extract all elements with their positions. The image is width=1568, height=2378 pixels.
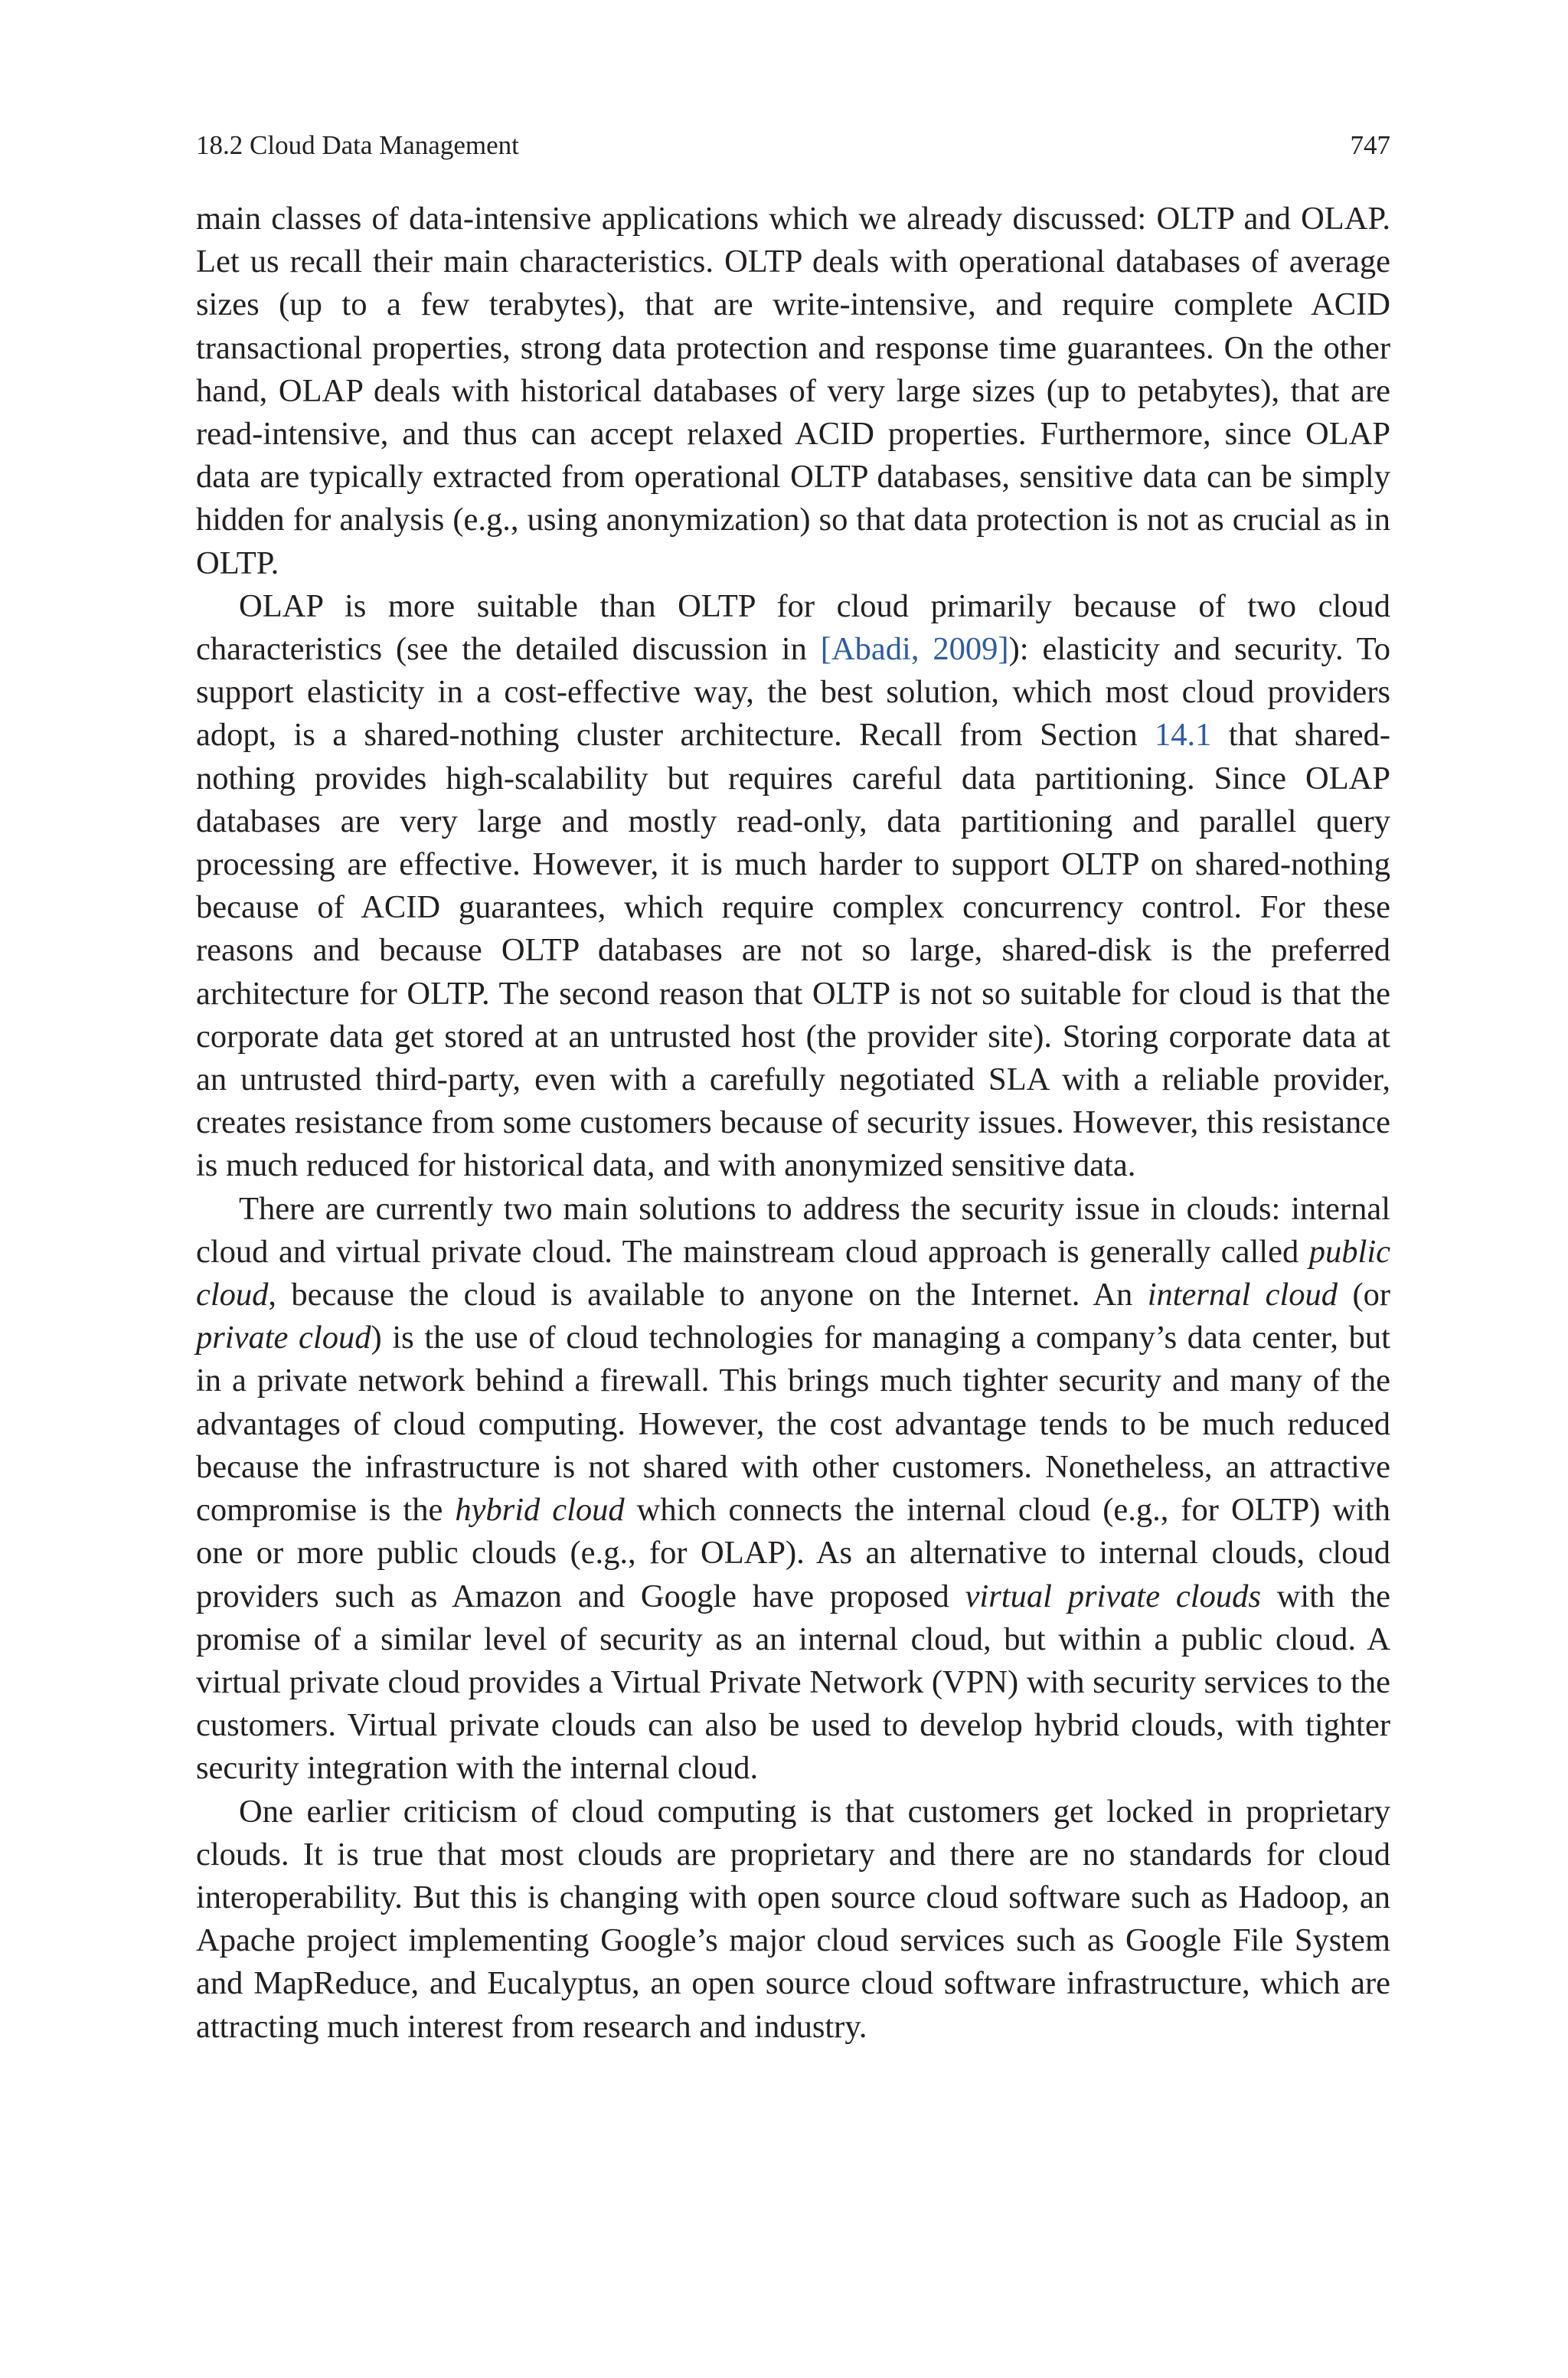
running-head bbox=[196, 127, 1390, 164]
term-hybrid-cloud: hybrid cloud bbox=[455, 1492, 625, 1529]
page-number: 747 bbox=[1350, 130, 1390, 160]
paragraph-3-text-5: which connects the internal cloud (e.g., for OLTP) with one or more public clouds (e.g., for OLAP). As an alternative to internal clouds, cloud providers such as Amazon and Google have proposed bbox=[196, 1492, 1390, 1614]
paragraph-3-text-3: (or bbox=[1338, 1277, 1390, 1313]
term-private-cloud: private cloud bbox=[196, 1320, 371, 1356]
paragraph-1: main classes of data-intensive applications which we already discussed: OLTP and OLAP. Let us recall their main characteristics. OLTP deals with operational databases of average sizes (up to a few terabytes), that are write-intensive, and require complete ACID transactional properties, strong data protection and response time guarantees. On the other hand, OLAP deals with historical databases of very large sizes (up to petabytes), that are read-intensive, and thus can accept relaxed ACID properties. Furthermore, since OLAP data are typically extracted from operational OLTP databases, sensitive data can be simply hidden for analysis (e.g., using anonymization) so that data protection is not as crucial as in OLTP. bbox=[196, 201, 1390, 581]
paragraph-3 bbox=[196, 1188, 1390, 1791]
paragraph-3-text-1: There are currently two main solutions to address the security issue in clouds: internal cloud and virtual private cloud. The mainstream cloud approach is generally called bbox=[196, 1190, 1390, 1270]
paragraph-2-text-1: OLAP is more suitable than OLTP for cloud primarily because of two cloud characteristics (see the detailed discussion in bbox=[196, 587, 1390, 668]
paragraph-4: One earlier criticism of cloud computing is that customers get locked in proprietary clouds. It is true that most clouds are proprietary and there are no standards for cloud interoperability. But this is changing with open source cloud software such as Hadoop, an Apache project implementing Google’s major cloud services such as Google File System and MapReduce, and Eucalyptus, an open source cloud software infrastructure, which are attracting much interest from research and industry. bbox=[196, 1793, 1390, 2045]
paragraph-2-text-3: that shared-nothing provides high-scalability but requires careful data partitioning. Since OLAP databases are very large and mostly read-only, data partitioning and parallel query processing are effective. However, it is much harder to support OLTP on shared-nothing because of ACID guarantees, which require complex concurrency control. For these reasons and because OLTP databases are not so large, shared-disk is the preferred architecture for OLTP. The second reason that OLTP is not so suitable for cloud is that the corporate data get stored at an untrusted host (the provider site). Storing corporate data at an untrusted third-party, even with a carefully negotiated SLA with a reliable provider, creates resistance from some customers because of security issues. However, this resistance is much reduced for historical data, and with anonymized sensitive data. bbox=[196, 717, 1390, 1184]
paragraph-2 bbox=[196, 585, 1390, 1188]
paragraph-3-text-4: ) is the use of cloud technologies for managing a company’s data center, but in a private network behind a firewall. This brings much tighter security and many of the advantages of cloud computing. However, the cost advantage tends to be much reduced because the infrastructure is not shared with other customers. Nonetheless, an attractive compromise is the bbox=[196, 1320, 1390, 1529]
body-text bbox=[196, 198, 1390, 2049]
term-public-cloud: public cloud bbox=[196, 1233, 1390, 1313]
citation-link-abadi-2009[interactable]: [Abadi, 2009] bbox=[820, 631, 1009, 668]
paragraph-3-text-2: , because the cloud is available to anyone on the Internet. An bbox=[268, 1277, 1148, 1313]
term-virtual-private-clouds: virtual private clouds bbox=[965, 1578, 1261, 1614]
section-title: 18.2 Cloud Data Management bbox=[196, 130, 519, 160]
term-internal-cloud: internal cloud bbox=[1147, 1277, 1338, 1313]
paragraph-3-text-6: with the promise of a similar level of security as an internal cloud, but within a public cloud. A virtual private cloud provides a Virtual Private Network (VPN) with security services to the customers. Virtual private clouds can also be used to develop hybrid clouds, with tighter security integration with the internal cloud. bbox=[196, 1578, 1391, 1787]
paragraph-2-text-2: ): elasticity and security. To support elasticity in a cost-effective way, the best solution, which most cloud providers adopt, is a shared-nothing cluster architecture. Recall from Section bbox=[196, 631, 1391, 754]
section-link-14-1[interactable]: 14.1 bbox=[1154, 717, 1212, 754]
